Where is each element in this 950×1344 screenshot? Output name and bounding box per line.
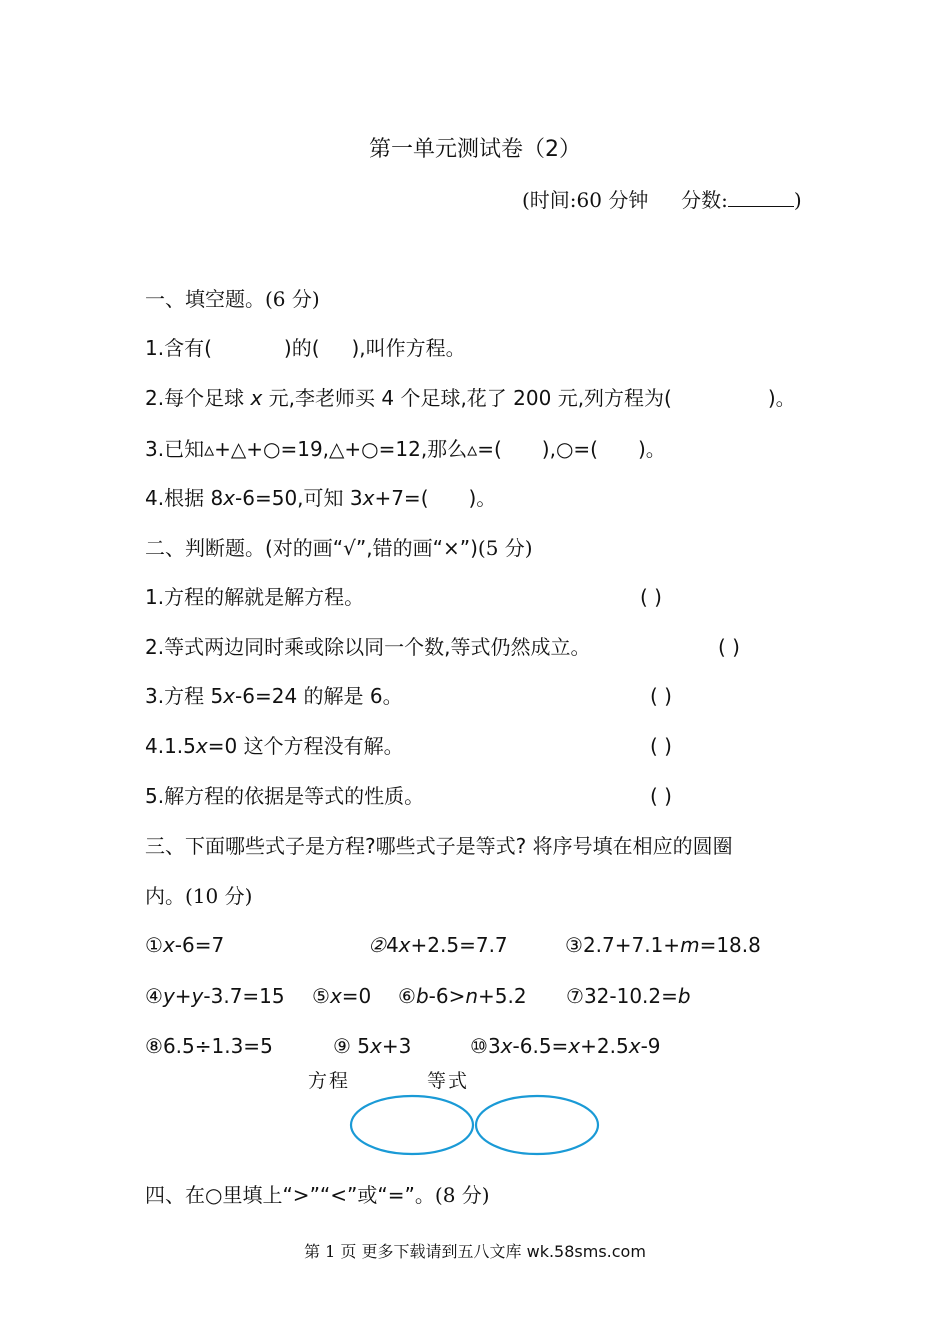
s2-item-3-answer[interactable]: ( ) — [650, 684, 672, 708]
footer-link[interactable]: wk.58sms.com — [526, 1242, 646, 1261]
section2-heading: 二、判断题。(对的画“√”,错的画“×”)(5 分) — [145, 536, 533, 560]
score-label: 分数: — [681, 188, 728, 212]
s2-item-1-text: 1.方程的解就是解方程。 — [145, 585, 365, 609]
expr-1: ①x-6=7 — [145, 933, 225, 957]
time-score-line: (时间:60 分钟 分数: ) — [522, 188, 802, 212]
s2-item-1-answer[interactable]: ( ) — [640, 585, 662, 609]
score-blank[interactable] — [728, 188, 794, 207]
equation-circle-label: 方程 — [308, 1070, 351, 1092]
expr-7: ⑦32-10.2=b — [566, 984, 691, 1008]
expr-6: ⑥b-6>n+5.2 — [398, 984, 527, 1008]
equality-circle[interactable] — [476, 1096, 598, 1154]
s2-item-2-text: 2.等式两边同时乘或除以同一个数,等式仍然成立。 — [145, 635, 591, 659]
s2-item-2-answer[interactable]: ( ) — [718, 635, 740, 659]
s1-question-1: 1.含有( )的( ),叫作方程。 — [145, 336, 466, 360]
expr-5: ⑤x=0 — [312, 984, 372, 1008]
s2-item-4-text: 4.1.5x=0 这个方程没有解。 — [145, 734, 404, 758]
section3-heading-line1: 三、下面哪些式子是方程?哪些式子是等式? 将序号填在相应的圆圈 — [145, 834, 733, 858]
expr-3: ③2.7+7.1+m=18.8 — [565, 933, 761, 957]
s1-question-3: 3.已知▵+△+○=19,△+○=12,那么▵=( ),○=( )。 — [145, 437, 666, 461]
s2-item-5-text: 5.解方程的依据是等式的性质。 — [145, 784, 425, 808]
section1-heading: 一、填空题。(6 分) — [145, 287, 320, 311]
expr-10: ⑩3x-6.5=x+2.5x-9 — [470, 1034, 661, 1058]
answer-circles — [340, 1088, 610, 1162]
section3-heading-line2: 内。(10 分) — [145, 884, 253, 908]
s2-item-3-text: 3.方程 5x-6=24 的解是 6。 — [145, 684, 403, 708]
page-title: 第一单元测试卷（2） — [369, 137, 581, 162]
s2-item-4-answer[interactable]: ( ) — [650, 734, 672, 758]
s1-question-4: 4.根据 8x-6=50,可知 3x+7=( )。 — [145, 486, 497, 510]
time-limit: (时间:60 分钟 — [522, 188, 649, 212]
s1-question-2: 2.每个足球 x 元,李老师买 4 个足球,花了 200 元,列方程为( )。 — [145, 386, 796, 410]
expr-4: ④y+y-3.7=15 — [145, 984, 285, 1008]
equality-circle-label: 等式 — [427, 1070, 470, 1092]
expr-8: ⑧6.5÷1.3=5 — [145, 1034, 273, 1058]
s2-item-5-answer[interactable]: ( ) — [650, 784, 672, 808]
section4-heading: 四、在○里填上“>”“<”或“=”。(8 分) — [145, 1183, 490, 1207]
expr-9: ⑨ 5x+3 — [333, 1034, 412, 1058]
equation-circle[interactable] — [351, 1096, 473, 1154]
expr-2: ②4x+2.5=7.7 — [368, 933, 508, 957]
page-footer: 第 1 页 更多下载请到五八文库 wk.58sms.com — [304, 1242, 646, 1261]
